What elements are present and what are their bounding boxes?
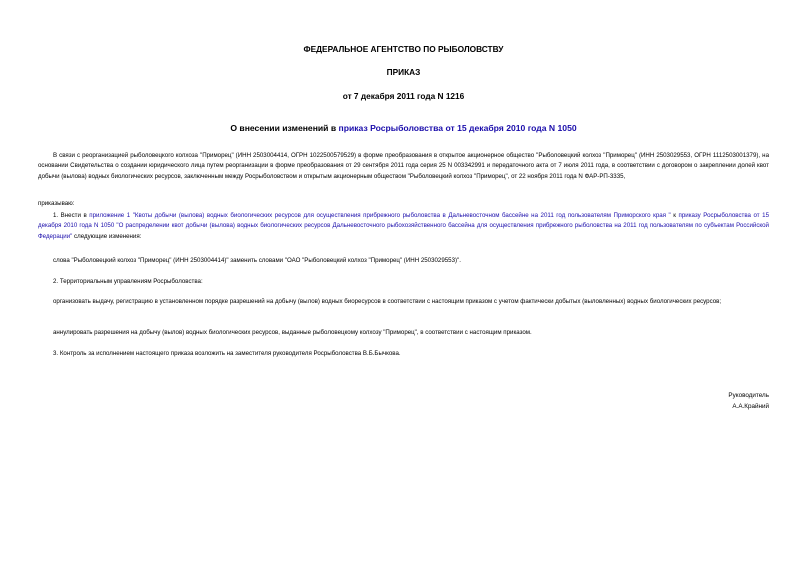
preamble-paragraph: В связи с реорганизацией рыболовецкого колхоза "Приморец" (ИНН 2503004414, ОГРН 1022500579529) в форме преобразования в открытое акционерное общество "Рыболовецкий колхоз "Приморец" (ИНН 2503029553, ОГРН 1112503001379), на основании Свидетельства о создании юридического лица путем реорганизации в форме преобразования от 29 сентября 2011 года серия 25 N 003342991 и передаточного акта от 7 июля 2011 года, в соответствии с договором о закреплении долей квот добычи (вылова) водных биологических ресурсов, заключенным между Росрыболовством и открытым акционерным обществом "Рыболовецкий колхоз "Приморец", от 22 ноября 2011 года N ФАР-РП-3335, [38, 152, 769, 180]
document-date-number: от 7 декабря 2011 года N 1216 [342, 91, 465, 101]
order-1050-link[interactable]: приказ Росрыболовства от 15 декабря 2010 года N 1050 [338, 123, 577, 133]
item-2-paragraph: 2. Территориальным управлениям Росрыболовства: [53, 278, 203, 285]
signatory-name: А.А.Крайний [732, 403, 769, 410]
item-1-detail: слова "Рыболовецкий колхоз "Приморец" (ИНН 2503004414)" заменить словами "ОАО "Рыболовецкий колхоз "Приморец" (ИНН 2503029553)". [53, 257, 461, 264]
item-2a-paragraph: организовать выдачу, регистрацию в установленном порядке разрешений на добычу (вылов) водных биоресурсов в соответствии с настоящим приказом с учетом фактически добытых (выловленных) водных биологических ресурсов; [53, 298, 722, 305]
item-1-paragraph [38, 211, 769, 242]
title-prefix: О внесении изменений в [230, 123, 339, 133]
order-word: приказываю: [38, 200, 75, 207]
item-1-prefix: 1. Внести в [53, 212, 90, 219]
signatory-position: Руководитель [728, 392, 769, 399]
item-1-suffix: следующие изменения: [72, 232, 142, 240]
item-1-mid: к [670, 212, 679, 219]
item-3-paragraph: 3. Контроль за исполнением настоящего приказа возложить на заместителя руководителя Росрыболовства В.Б.Бычкова. [53, 350, 401, 357]
document-type: ПРИКАЗ [386, 67, 421, 77]
agency-name: ФЕДЕРАЛЬНОЕ АГЕНТСТВО ПО РЫБОЛОВСТВУ [303, 44, 504, 54]
order-1050-body-link[interactable]: приказу Росрыболовства от 15 декабря 2010 года N 1050 "О распределении квот добычи (вылова) водных биологических ресурсов Дальневосточного рыбохозяйственного бассейна для осуществления прибрежного рыболовства на 2011 год пользователям по субъектам Российской Федерации" [38, 212, 769, 240]
appendix-1-link[interactable]: приложение 1 "Квоты добычи (вылова) водных биологических ресурсов для осуществления прибрежного рыболовства в Дальневосточном бассейне на 2011 год пользователям Приморского края " [89, 212, 671, 219]
item-2b-paragraph: аннулировать разрешения на добычу (вылов) водных биологических ресурсов, выданные рыболовецкому колхозу "Приморец", в соответствии с настоящим приказом. [53, 329, 532, 336]
document-title [0, 123, 807, 133]
